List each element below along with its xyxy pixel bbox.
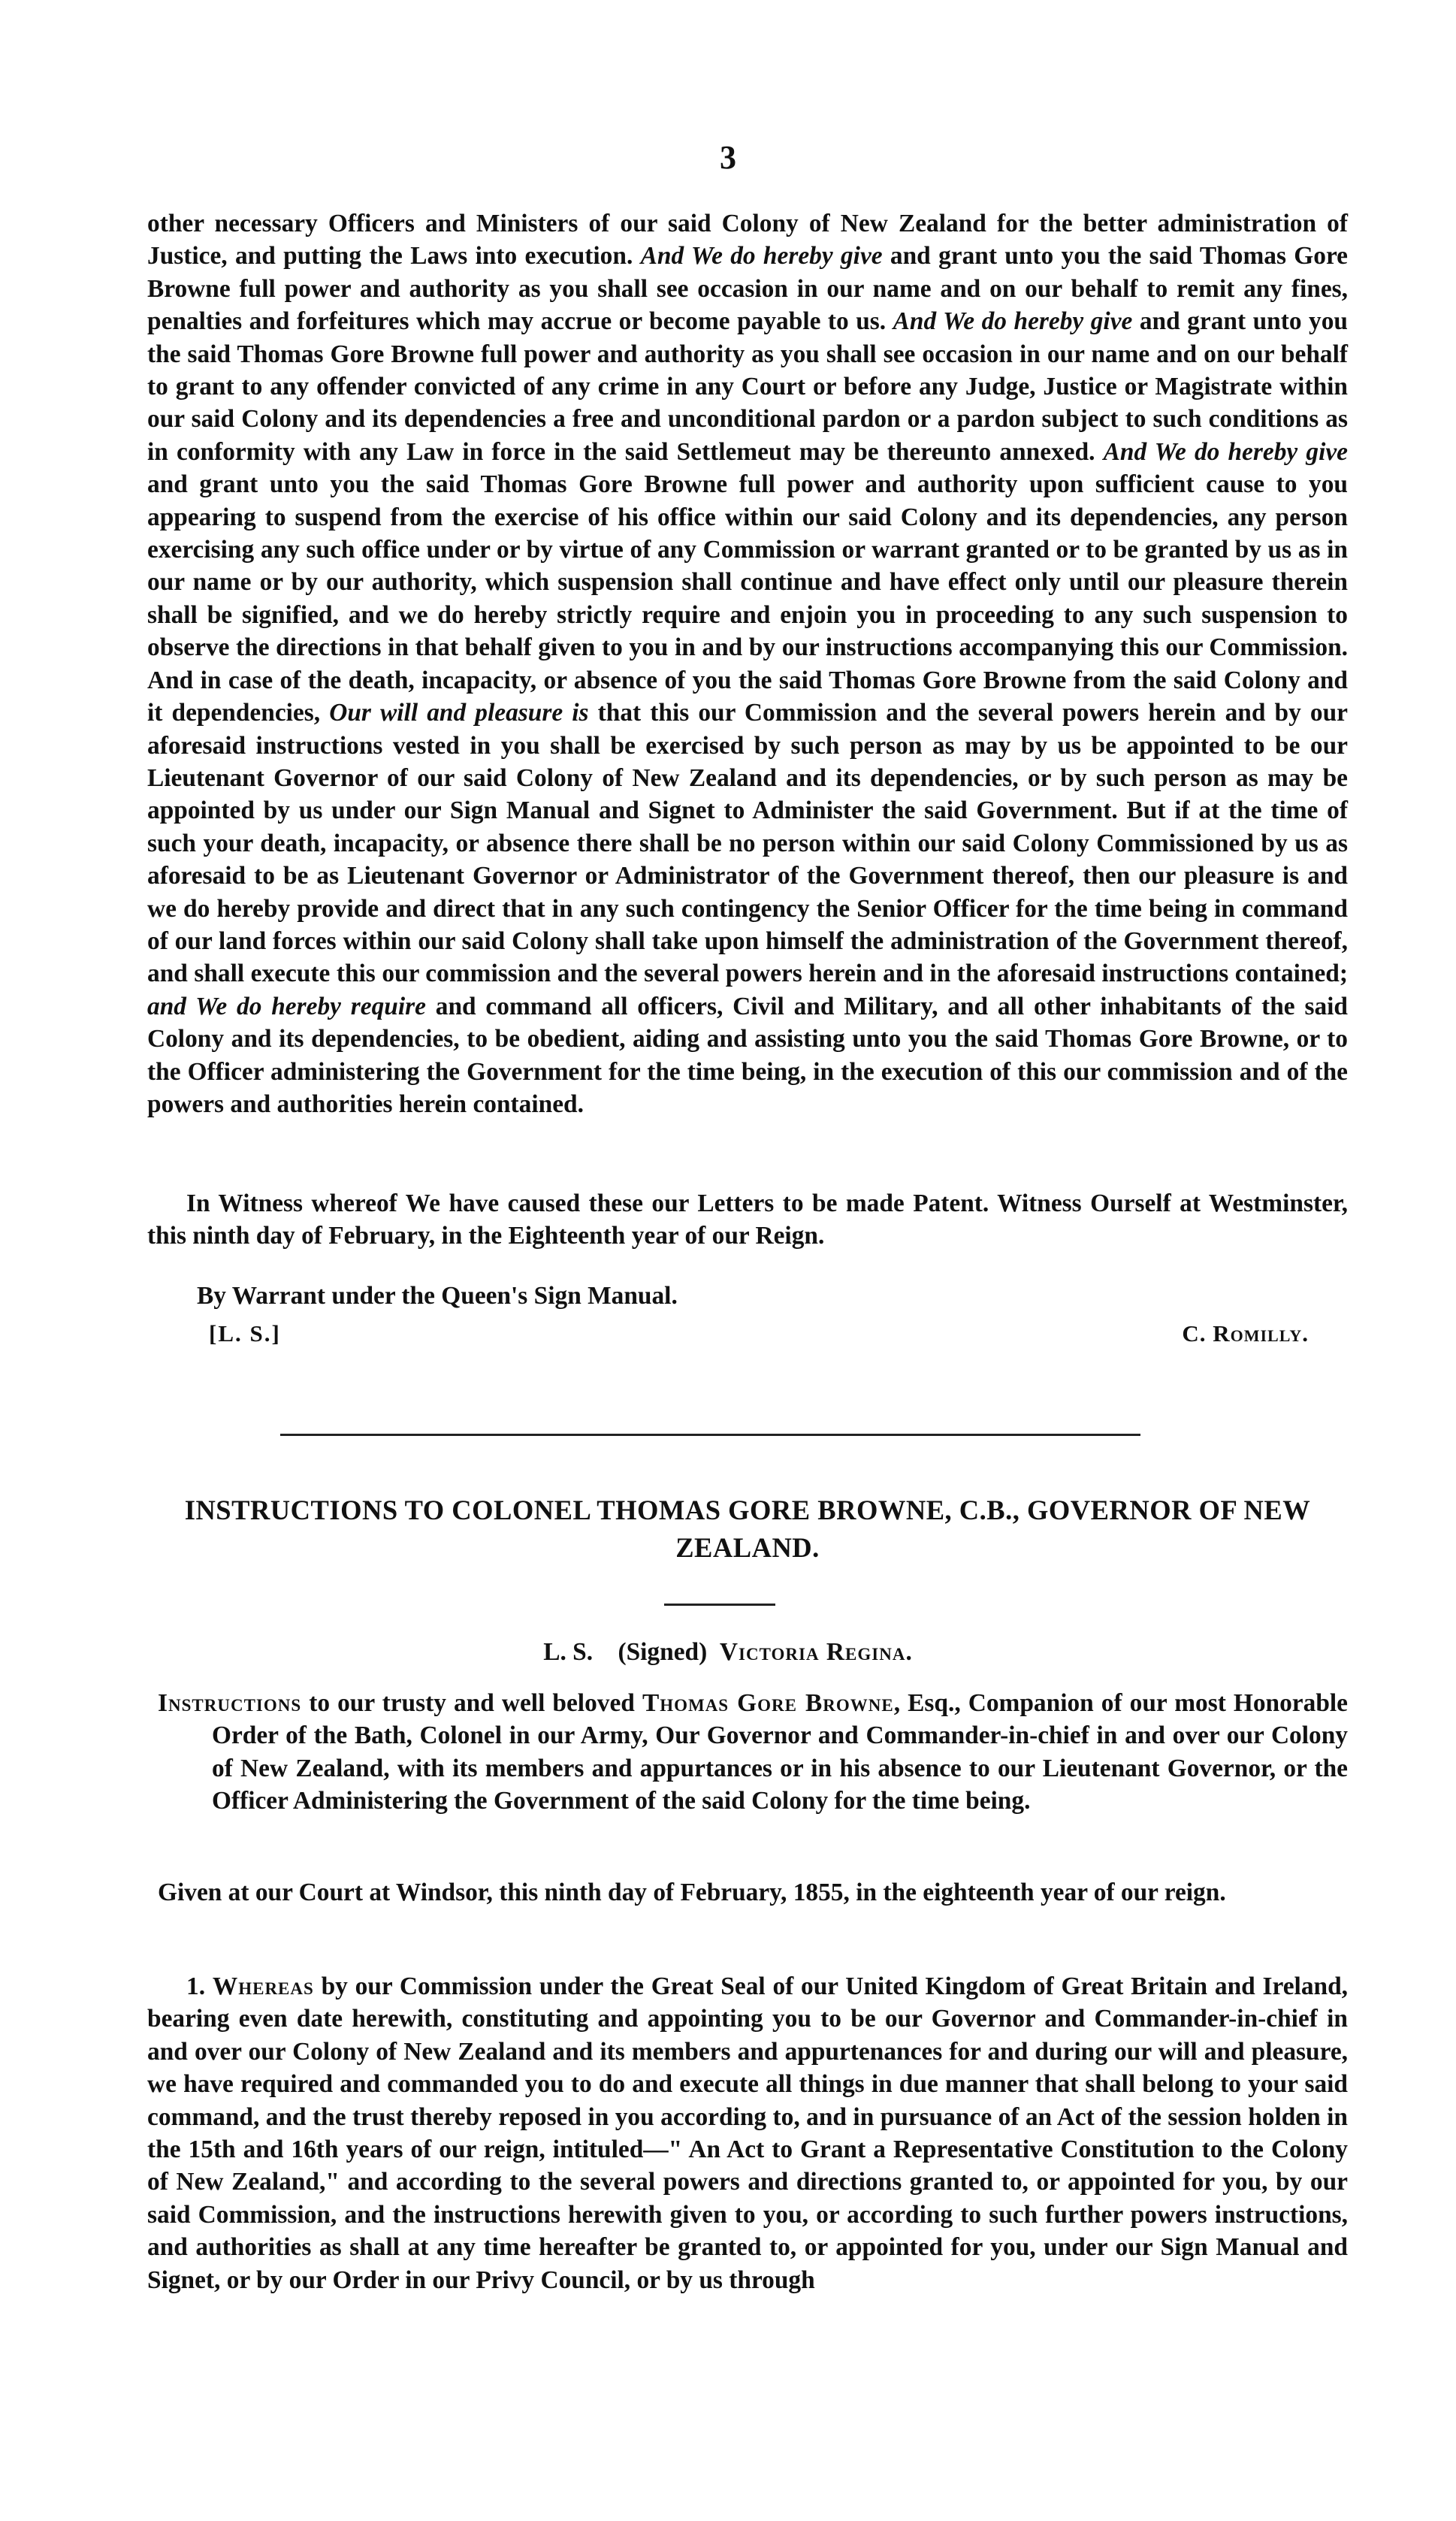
signed-name: Victoria Regina. — [719, 1638, 913, 1666]
witness-paragraph: In Witness whereof We have caused these our Letters to be made Patent. Witness Ourself at Westminster, this ninth day of February, in the Eighteenth year of our Reign. — [147, 1189, 1348, 1250]
instructions-paragraph — [158, 1687, 1348, 1818]
instructions-heading: INSTRUCTIONS TO COLONEL THOMAS GORE BROWNE, C.B., GOVERNOR OF NEW ZEALAND. — [184, 1495, 1311, 1563]
commission-emphasis: and We do hereby require — [147, 992, 426, 1020]
whereas-paragraph — [147, 1970, 1348, 2296]
signer-name: C. Romilly. — [1182, 1320, 1309, 1347]
commission-emphasis: And We do hereby give — [1103, 437, 1348, 466]
commission-text: other necessary Officers and Ministers of our said Colony of New Zealand for the better administration of Justice, and putting the Laws into execution. — [147, 210, 1348, 271]
whereas-number: 1. — [186, 1972, 213, 2000]
warrant-line: By Warrant under the Queen's Sign Manual. — [197, 1282, 678, 1310]
instructions-text: to our trusty and well beloved — [301, 1689, 642, 1717]
commission-paragraph — [147, 207, 1348, 1120]
signed-ls: L. S. — [543, 1638, 594, 1666]
signed-line — [0, 1638, 1456, 1667]
seal-mark: [L. S.] — [209, 1320, 281, 1347]
commission-text: and grant unto you the said Thomas Gore Browne full power and authority as you shall see occasion in our name and on our behalf to remit any fines, penalties and forfeitures which may accrue or become payable to us. — [147, 242, 1348, 336]
instructions-lead: Instructions — [158, 1689, 302, 1717]
heading-divider — [664, 1604, 775, 1606]
commission-text: that this our Commission and the several powers herein and by our aforesaid instructions vested in you shall be exercised by such person as may by us be appointed to be our Lieutenant Governor of our said Colony of New Zealand and its dependencies, or by such person as may be appointed by us under our Sign Manual and Signet to Administer the said Government. But if at the time of such your death, incapacity, or absence there shall be no person within our said Colony Commissioned by us as aforesaid to be as Lieutenant Governor or Administrator of the Government thereof, then our pleasure is and we do hereby provide and direct that in any such contingency the Senior Officer for the time being in command of our land forces within our said Colony shall take upon himself the administration of the Government thereof, and shall execute this our commission and the several powers herein and in the aforesaid instructions contained; — [147, 699, 1348, 988]
commission-text: and grant unto you the said Thomas Gore Browne full power and authority as you shall see occasion in our name and on our behalf to grant to any offender convicted of any crime in any Court or before any Judge, Justice or Magistrate within our said Colony and its dependencies a free and unconditional pardon or a pardon subject to such conditions as in conformity with any Law in force in the said Settlemeut may be thereunto annexed. — [147, 307, 1348, 466]
instructions-text: , Esq., Companion of our most Honorable Order of the Bath, Colonel in our Army, Our Governor and Commander-in-chief in and over our Colony of New Zealand, with its members and appurtances or in his absence to our Lieutenant Governor, or the Officer Administering the Government of the said Colony for the time being. — [212, 1689, 1348, 1815]
commission-emphasis: Our will and pleasure is — [329, 699, 589, 727]
commission-emphasis: And We do hereby give — [893, 307, 1133, 336]
given-paragraph: Given at our Court at Windsor, this ninth day of February, 1855, in the eighteenth year of our reign. — [158, 1879, 1226, 1906]
commission-text: and command all officers, Civil and Military, and all other inhabitants of the said Colony and its dependencies, to be obedient, aiding and assisting unto you the said Thomas Gore Browne, or to the Officer administering the Government for the time being, in the execution of this our commission and of the powers and authorities herein contained. — [147, 992, 1348, 1118]
signed-label: (Signed) — [618, 1638, 708, 1666]
section-divider — [280, 1434, 1140, 1436]
page-number: 3 — [720, 139, 736, 176]
commission-text: and grant unto you the said Thomas Gore Browne full power and authority upon sufficient cause to you appearing to suspend from the exercise of his office within our said Colony and its dependencies, any person exercising any such office under or by virtue of any Commission or warrant granted or to be granted by us as in our name or by our authority, which suspension shall continue and have effect only until our pleasure therein shall be signified, and we do hereby strictly require and enjoin you in proceeding to any such suspension to observe the directions in that behalf given to you in and by our instructions accompanying this our Commission. And in case of the death, incapacity, or absence of you the said Thomas Gore Browne from the said Colony and it dependencies, — [147, 470, 1348, 727]
whereas-text: by our Commission under the Great Seal of our United Kingdom of Great Britain and Ireland, bearing even date herewith, constituting and appointing you to be our Governor and Commander-in-chief in and over our Colony of New Zealand and its members and appurtenances for and during our will and pleasure, we have required and commanded you to do and execute all things in due manner that shall belong to your said command, and the trust thereby reposed in you according to, and in pursuance of an Act of the session holden in the 15th and 16th years of our reign, intituled—" An Act to Grant a Representative Constitution to the Colony of New Zealand," and according to the several powers and directions granted to, or appointed for you, by our said Commission, and the instructions herewith given to you, or according to such further powers instructions, and authorities as shall at any time hereafter be granted to, or appointed for you, under our Sign Manual and Signet, or by our Order in our Privy Council, or by us through — [147, 1972, 1348, 2294]
instructions-name: Thomas Gore Browne — [642, 1689, 894, 1717]
whereas-lead: Whereas — [212, 1972, 314, 2000]
commission-emphasis: And We do hereby give — [640, 242, 883, 271]
